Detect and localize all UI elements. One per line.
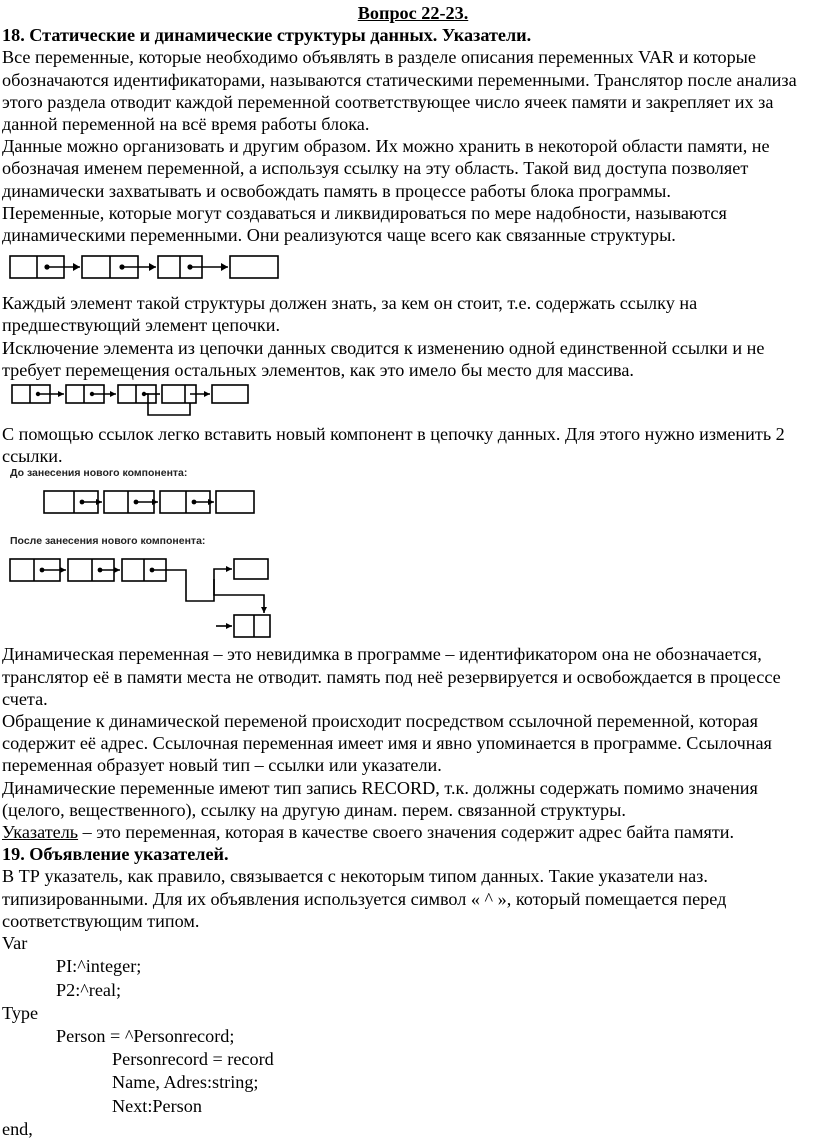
code-line-personrecord: Personrecord = record	[112, 1049, 274, 1070]
exclusion-diagram	[2, 381, 262, 423]
figure-exclusion	[2, 381, 814, 423]
code-line-var: Var	[2, 933, 28, 954]
paragraph-dynamic-vars: Переменные, которые могут создаваться и ликвидироваться по мере надобности, называются динамическими переменными. Они реализуются чаще всего как связанные структуры.	[2, 202, 727, 246]
pointer-definition: – это переменная, которая в качестве своего значения содержит адрес байта памяти.	[78, 822, 735, 843]
paragraph-invisible-var: Динамическая переменная – это невидимка в программе – идентификатором она не обозначается, транслятор её в памяти места не отводит. память под неё резервируется и освобождается в процессе счета.	[2, 644, 781, 709]
code-line-p2: P2:^real;	[56, 979, 122, 1000]
paragraph-dynamic-access: Данные можно организовать и другим образом. Их можно хранить в некоторой области памяти, не обозначая именем переменной, а используя ссылку на эту область. Такой вид доступа позволяет динамически захватывать и освобождать память в процессе работы блока программы.	[2, 136, 770, 201]
code-line-type: Type	[2, 1002, 39, 1023]
paragraph-pointer-def	[2, 821, 814, 843]
code-line-person: Person = ^Personrecord;	[56, 1025, 235, 1046]
code-block	[2, 932, 814, 1141]
code-line-end: end,	[2, 1118, 33, 1139]
document-page	[2, 0, 814, 1141]
linked-list-diagram	[2, 246, 302, 292]
paragraph-insert: С помощью ссылок легко вставить новый компонент в цепочку данных. Для этого нужно изменить 2 ссылки.	[2, 424, 785, 467]
heading-19: 19. Объявление указателей.	[2, 844, 229, 865]
page-title: Вопрос 22-23.	[357, 3, 469, 23]
code-line-p1: PI:^integer;	[56, 956, 142, 977]
paragraph-exclusion: Исключение элемента из цепочки данных сводится к изменению одной единственной ссылки и не требует перемещения остальных элементов, как это имело бы место для массива.	[2, 337, 765, 380]
figure-insertion	[2, 467, 814, 643]
figure-linked-list	[2, 246, 814, 292]
insertion-diagram	[2, 467, 302, 643]
caption-before: До занесения нового компонента:	[10, 467, 188, 480]
paragraph-typed-pointers: В ТР указатель, как правило, связывается с некоторым типом данных. Такие указатели наз. типизированными. Для их объявления используется символ « ^ », который помещается перед соответствующим типом.	[2, 866, 727, 931]
paragraph-reference-var: Обращение к динамической переменой происходит посредством ссылочной переменной, которая содержит её адрес. Ссылочная переменная имеет имя и явно упоминается в программе. Ссылочная переменная образует новый тип – ссылки или указатели.	[2, 711, 772, 776]
paragraph-each-element: Каждый элемент такой структуры должен знать, за кем он стоит, т.е. содержать ссылку на предшествующий элемент цепочки.	[2, 293, 698, 336]
paragraph-record-type: Динамические переменные имеют тип запись RECORD, т.к. должны содержать помимо значения (целого, вещественного), ссылку на другую динам. перем. связанной структуры.	[2, 777, 758, 820]
paragraph-static-vars: Все переменные, которые необходимо объявлять в разделе описания переменных VAR и которые обозначаются идентификаторами, называются статическими переменными. Транслятор после анализа этого раздела отводит каждой переменной соответствующее число ячеек памяти и закрепляет их за данной переменной на всё время работы блока.	[2, 47, 797, 135]
term-pointer: Указатель	[2, 822, 79, 843]
heading-18: 18. Статические и динамические структуры данных. Указатели.	[2, 25, 532, 46]
caption-after: После занесения нового компонента:	[10, 535, 206, 548]
code-line-next: Next:Person	[112, 1095, 202, 1116]
code-line-fields: Name, Adres:string;	[112, 1072, 259, 1093]
